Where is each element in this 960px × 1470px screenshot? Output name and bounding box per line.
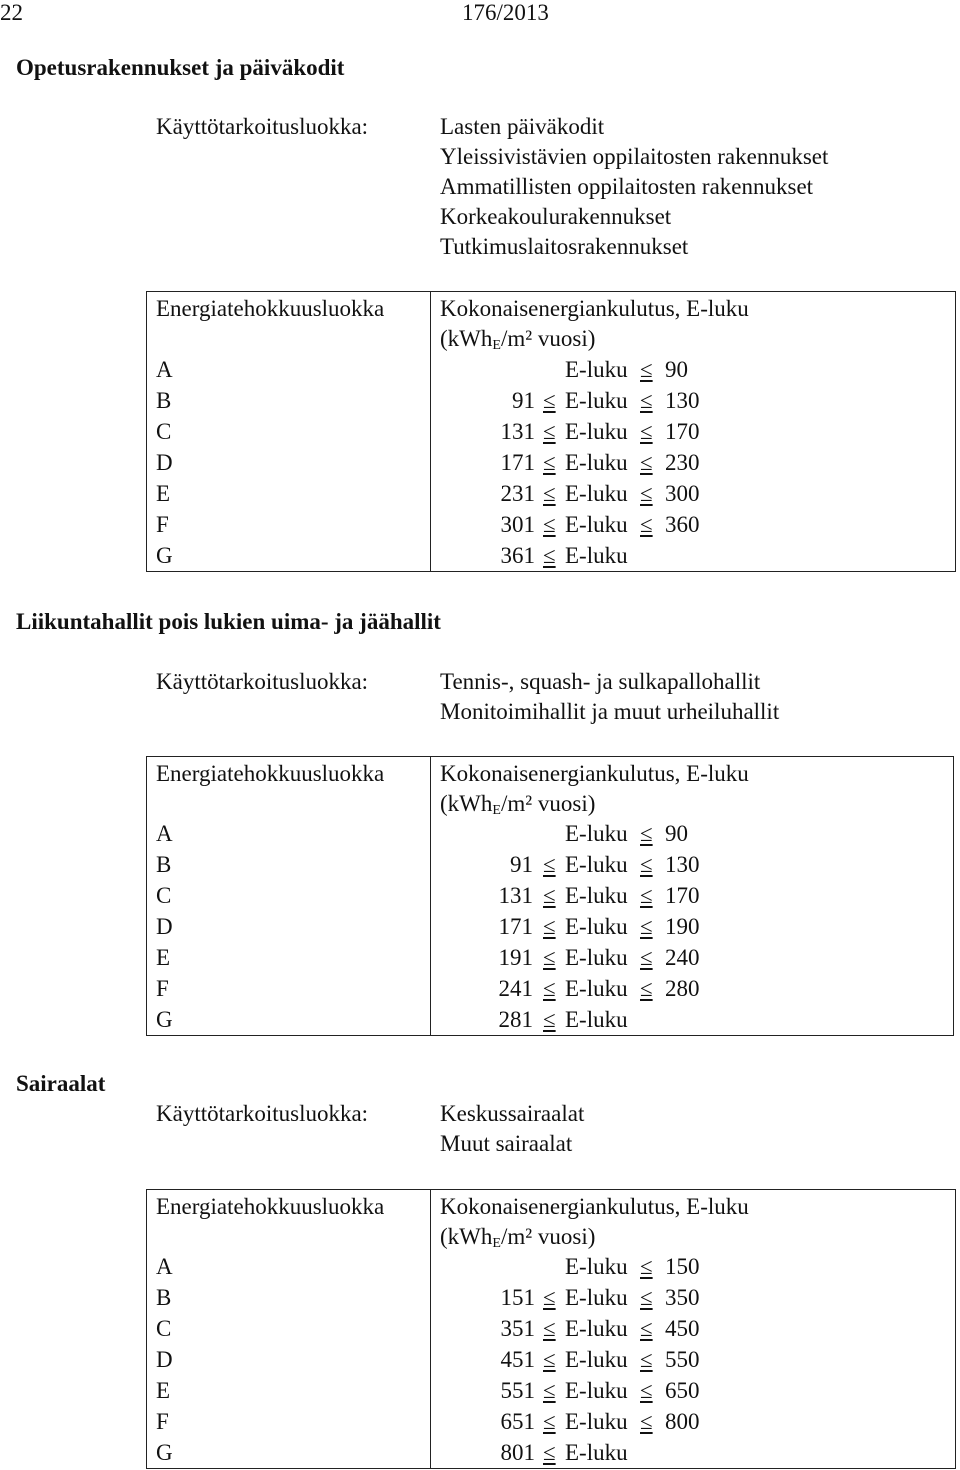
- upper-bound: 150: [665, 1254, 700, 1279]
- le-symbol: ≤: [543, 1007, 556, 1032]
- upper-bound: 450: [665, 1316, 700, 1341]
- energy-class-label: E: [156, 1378, 171, 1403]
- energy-class-label: A: [156, 821, 173, 846]
- lower-bound: 281: [498, 1007, 533, 1032]
- energy-class-label: B: [156, 852, 172, 877]
- le-symbol: ≤: [543, 1316, 556, 1341]
- e-luku-label: E-luku: [565, 543, 628, 568]
- energy-class-table: [146, 1189, 956, 1469]
- header-consumption: Kokonaisenergiankulutus, E-luku: [440, 296, 749, 321]
- le-symbol: ≤: [640, 1316, 653, 1341]
- le-symbol: ≤: [543, 852, 556, 877]
- energy-class-label: F: [156, 1409, 169, 1434]
- table-row: [147, 942, 953, 973]
- le-symbol: ≤: [543, 1347, 556, 1372]
- upper-bound: 280: [665, 976, 700, 1001]
- energy-class-label: A: [156, 357, 173, 382]
- le-symbol: ≤: [543, 883, 556, 908]
- le-symbol: ≤: [543, 419, 556, 444]
- header-unit: (kWh$_E$/m² vuosi): [440, 1224, 596, 1251]
- lower-bound: 351: [500, 1316, 535, 1341]
- le-symbol: ≤: [640, 852, 653, 877]
- e-luku-label: E-luku: [565, 1007, 628, 1032]
- e-luku-label: E-luku: [565, 883, 628, 908]
- le-symbol: ≤: [640, 450, 653, 475]
- table-row: [147, 818, 953, 849]
- lower-bound: 131: [498, 883, 533, 908]
- upper-bound: 90: [665, 821, 688, 846]
- energy-class-label: G: [156, 1440, 173, 1465]
- e-luku-label: E-luku: [565, 450, 628, 475]
- table-row: [147, 1313, 955, 1344]
- table-row: [147, 354, 955, 385]
- upper-bound: 240: [665, 945, 700, 970]
- le-symbol: ≤: [640, 976, 653, 1001]
- table-row: [147, 1344, 955, 1375]
- energy-class-label: A: [156, 1254, 173, 1279]
- le-symbol: ≤: [543, 512, 556, 537]
- section-title: Sairaalat: [16, 1071, 106, 1096]
- energy-class-label: D: [156, 1347, 173, 1372]
- header-unit: (kWh$_E$/m² vuosi): [440, 791, 596, 818]
- table-row: [147, 1251, 955, 1282]
- table-row: [147, 540, 955, 571]
- energy-class-label: B: [156, 1285, 172, 1310]
- lower-bound: 171: [498, 914, 533, 939]
- le-symbol: ≤: [640, 512, 653, 537]
- e-luku-label: E-luku: [565, 852, 628, 877]
- table-row: [147, 478, 955, 509]
- energy-class-table: [146, 756, 954, 1036]
- le-symbol: ≤: [640, 1378, 653, 1403]
- energy-class-label: D: [156, 914, 173, 939]
- e-luku-label: E-luku: [565, 914, 628, 939]
- upper-bound: 360: [665, 512, 700, 537]
- table-row: [147, 911, 953, 942]
- le-symbol: ≤: [640, 419, 653, 444]
- e-luku-label: E-luku: [565, 1409, 628, 1434]
- uses-item: Tutkimuslaitosrakennukset: [440, 234, 689, 259]
- uses-list: [440, 112, 828, 262]
- energy-class-label: C: [156, 419, 172, 444]
- uses-item: Korkeakoulurakennukset: [440, 204, 672, 229]
- lower-bound: 151: [500, 1285, 535, 1310]
- lower-bound: 91: [510, 852, 533, 877]
- upper-bound: 170: [665, 883, 700, 908]
- le-symbol: ≤: [640, 481, 653, 506]
- le-symbol: ≤: [640, 1409, 653, 1434]
- upper-bound: 170: [665, 419, 700, 444]
- energy-class-label: D: [156, 450, 173, 475]
- energy-class-label: G: [156, 543, 173, 568]
- header-class: Energiatehokkuusluokka: [156, 1194, 385, 1219]
- lower-bound: 91: [512, 388, 535, 413]
- le-symbol: ≤: [543, 1285, 556, 1310]
- uses-label: Käyttötarkoitusluokka:: [156, 114, 369, 139]
- upper-bound: 130: [665, 852, 700, 877]
- table-row: [147, 1375, 955, 1406]
- table-row: [147, 1004, 953, 1035]
- header-unit: (kWh$_E$/m² vuosi): [440, 326, 596, 353]
- le-symbol: ≤: [640, 914, 653, 939]
- upper-bound: 90: [665, 357, 688, 382]
- upper-bound: 650: [665, 1378, 700, 1403]
- table-row: [147, 849, 953, 880]
- uses-item: Lasten päiväkodit: [440, 114, 605, 139]
- uses-item: Ammatillisten oppilaitosten rakennukset: [440, 174, 814, 199]
- le-symbol: ≤: [640, 945, 653, 970]
- energy-class-table: [146, 291, 956, 572]
- energy-class-label: C: [156, 1316, 172, 1341]
- header-class: Energiatehokkuusluokka: [156, 296, 385, 321]
- le-symbol: ≤: [543, 1440, 556, 1465]
- lower-bound: 801: [500, 1440, 535, 1465]
- le-symbol: ≤: [543, 450, 556, 475]
- le-symbol: ≤: [640, 357, 653, 382]
- uses-item: Monitoimihallit ja muut urheiluhallit: [440, 699, 780, 724]
- energy-class-label: B: [156, 388, 172, 413]
- lower-bound: 301: [500, 512, 535, 537]
- e-luku-label: E-luku: [565, 1285, 628, 1310]
- lower-bound: 451: [500, 1347, 535, 1372]
- le-symbol: ≤: [640, 1347, 653, 1372]
- e-luku-label: E-luku: [565, 357, 628, 382]
- upper-bound: 230: [665, 450, 700, 475]
- e-luku-label: E-luku: [565, 976, 628, 1001]
- table-row: [147, 1406, 955, 1437]
- page-number: 22: [0, 0, 23, 25]
- le-symbol: ≤: [640, 388, 653, 413]
- uses-list: [440, 667, 779, 727]
- table-row: [147, 509, 955, 540]
- section-title: Liikuntahallit pois lukien uima- ja jäähallit: [16, 609, 441, 634]
- table-row: [147, 880, 953, 911]
- energy-class-label: E: [156, 945, 171, 970]
- uses-item: Keskussairaalat: [440, 1101, 585, 1126]
- e-luku-label: E-luku: [565, 512, 628, 537]
- header-consumption: Kokonaisenergiankulutus, E-luku: [440, 761, 749, 786]
- uses-item: Yleissivistävien oppilaitosten rakennukset: [440, 144, 829, 169]
- energy-class-label: F: [156, 512, 169, 537]
- uses-label: Käyttötarkoitusluokka:: [156, 1101, 369, 1126]
- upper-bound: 350: [665, 1285, 700, 1310]
- table-row: [147, 973, 953, 1004]
- table-row: [147, 1282, 955, 1313]
- lower-bound: 361: [500, 543, 535, 568]
- header-class: Energiatehokkuusluokka: [156, 761, 385, 786]
- energy-class-label: C: [156, 883, 172, 908]
- e-luku-label: E-luku: [565, 419, 628, 444]
- le-symbol: ≤: [543, 945, 556, 970]
- lower-bound: 231: [500, 481, 535, 506]
- e-luku-label: E-luku: [565, 388, 628, 413]
- lower-bound: 191: [498, 945, 533, 970]
- table-row: [147, 416, 955, 447]
- uses-item: Muut sairaalat: [440, 1131, 573, 1156]
- document-reference: 176/2013: [462, 0, 549, 25]
- le-symbol: ≤: [640, 883, 653, 908]
- e-luku-label: E-luku: [565, 1347, 628, 1372]
- upper-bound: 800: [665, 1409, 700, 1434]
- header-consumption: Kokonaisenergiankulutus, E-luku: [440, 1194, 749, 1219]
- lower-bound: 241: [498, 976, 533, 1001]
- table-row: [147, 1437, 955, 1468]
- le-symbol: ≤: [640, 821, 653, 846]
- energy-class-label: F: [156, 976, 169, 1001]
- uses-label: Käyttötarkoitusluokka:: [156, 669, 369, 694]
- le-symbol: ≤: [543, 914, 556, 939]
- lower-bound: 551: [500, 1378, 535, 1403]
- le-symbol: ≤: [543, 388, 556, 413]
- le-symbol: ≤: [543, 1378, 556, 1403]
- e-luku-label: E-luku: [565, 1316, 628, 1341]
- e-luku-label: E-luku: [565, 1254, 628, 1279]
- table-row: [147, 447, 955, 478]
- energy-class-label: E: [156, 481, 171, 506]
- le-symbol: ≤: [543, 543, 556, 568]
- le-symbol: ≤: [640, 1254, 653, 1279]
- upper-bound: 190: [665, 914, 700, 939]
- table-row: [147, 385, 955, 416]
- lower-bound: 651: [500, 1409, 535, 1434]
- le-symbol: ≤: [640, 1285, 653, 1310]
- e-luku-label: E-luku: [565, 821, 628, 846]
- le-symbol: ≤: [543, 976, 556, 1001]
- section-title: Opetusrakennukset ja päiväkodit: [16, 55, 345, 80]
- upper-bound: 130: [665, 388, 700, 413]
- energy-class-label: G: [156, 1007, 173, 1032]
- upper-bound: 300: [665, 481, 700, 506]
- e-luku-label: E-luku: [565, 1440, 628, 1465]
- lower-bound: 171: [500, 450, 535, 475]
- le-symbol: ≤: [543, 481, 556, 506]
- uses-item: Tennis-, squash- ja sulkapallohallit: [440, 669, 761, 694]
- e-luku-label: E-luku: [565, 1378, 628, 1403]
- le-symbol: ≤: [543, 1409, 556, 1434]
- lower-bound: 131: [500, 419, 535, 444]
- upper-bound: 550: [665, 1347, 700, 1372]
- uses-list: [440, 1099, 584, 1159]
- e-luku-label: E-luku: [565, 945, 628, 970]
- e-luku-label: E-luku: [565, 481, 628, 506]
